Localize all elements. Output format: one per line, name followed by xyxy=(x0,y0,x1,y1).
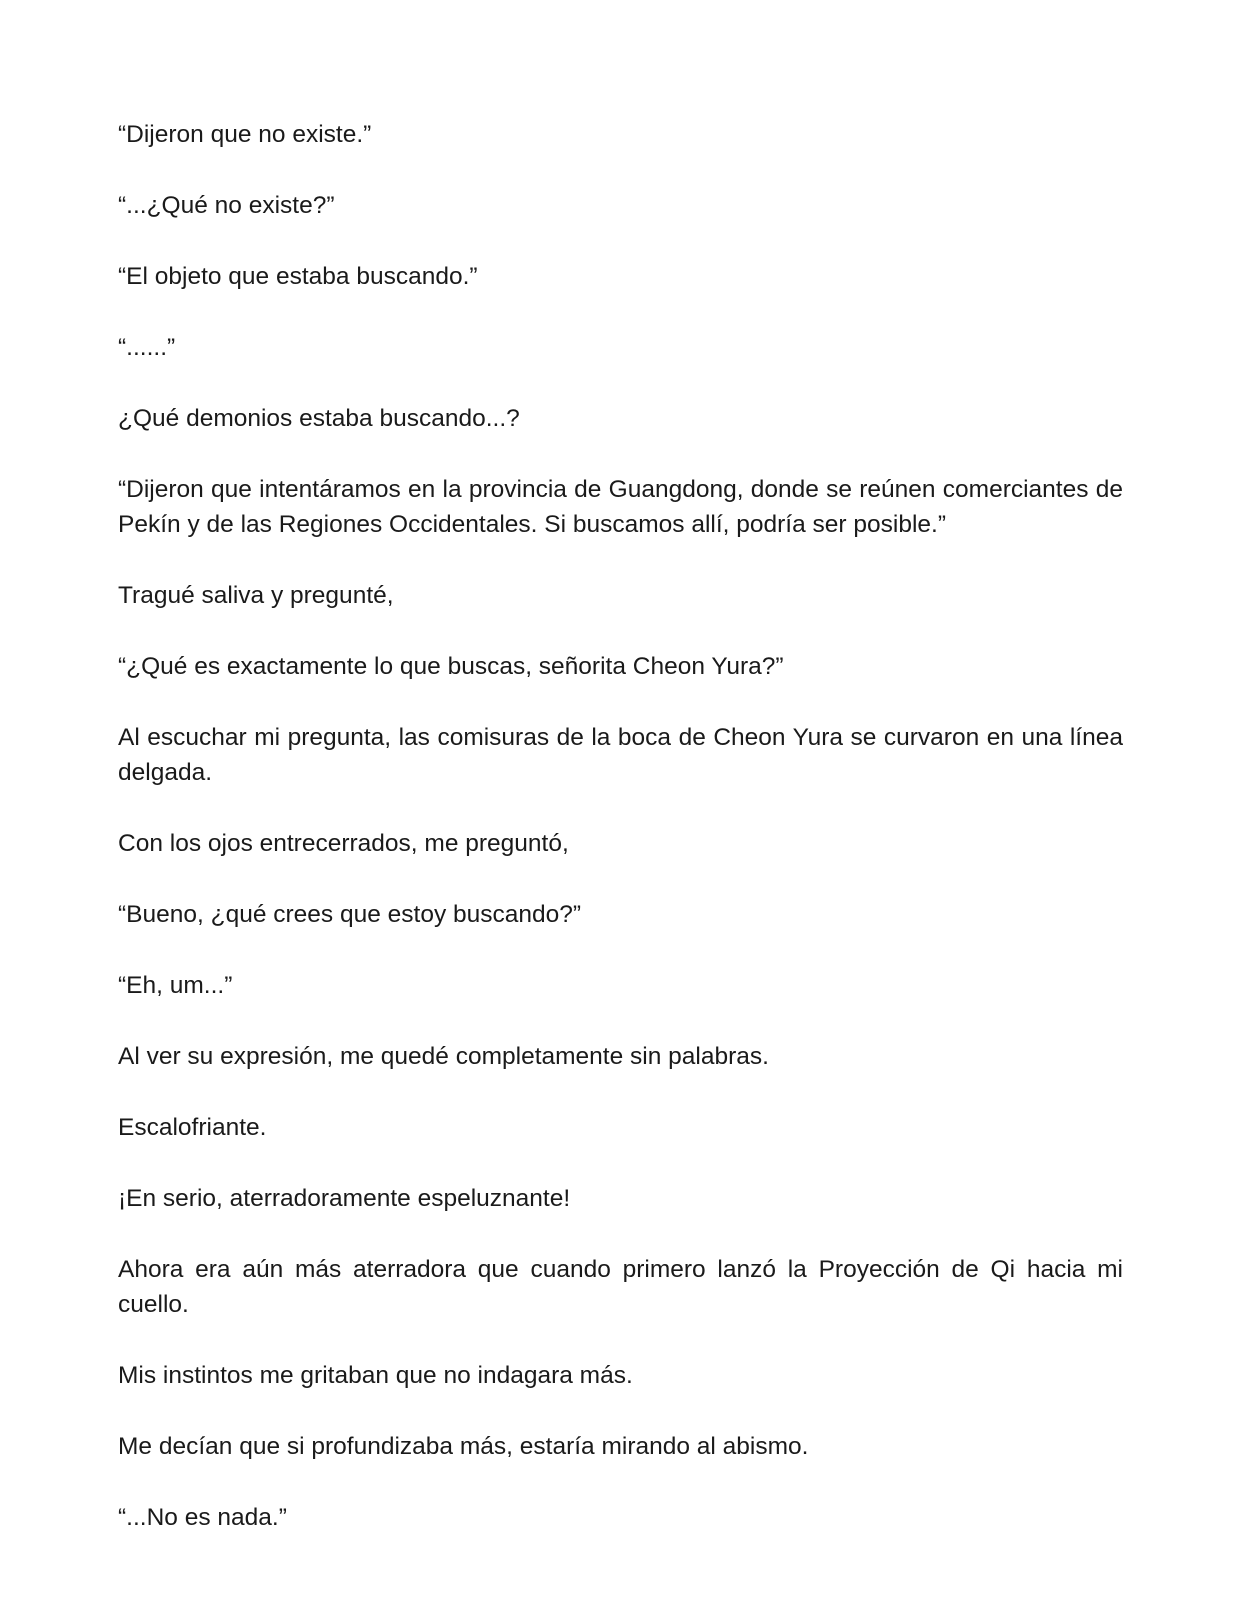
paragraph: Ahora era aún más aterradora que cuando primero lanzó la Proyección de Qi hacia mi cuello. xyxy=(118,1256,1123,1318)
paragraph: Con los ojos entrecerrados, me preguntó, xyxy=(118,830,569,857)
document-body xyxy=(118,117,1123,1535)
paragraph: ¿Qué demonios estaba buscando...? xyxy=(118,405,520,432)
paragraph: “Eh, um...” xyxy=(118,972,233,999)
paragraph: Me decían que si profundizaba más, estaría mirando al abismo. xyxy=(118,1433,809,1460)
paragraph: “Dijeron que intentáramos en la provincia de Guangdong, donde se reúnen comerciantes de Pekín y de las Regiones Occidentales. Si buscamos allí, podría ser posible.” xyxy=(118,476,1123,538)
paragraph: “El objeto que estaba buscando.” xyxy=(118,263,478,290)
paragraph: “Dijeron que no existe.” xyxy=(118,121,372,148)
paragraph: Mis instintos me gritaban que no indagara más. xyxy=(118,1362,633,1389)
paragraph: Escalofriante. xyxy=(118,1114,267,1141)
paragraph: Tragué saliva y pregunté, xyxy=(118,582,394,609)
paragraph: Al escuchar mi pregunta, las comisuras de la boca de Cheon Yura se curvaron en una línea delgada. xyxy=(118,724,1123,786)
paragraph: ¡En serio, aterradoramente espeluznante! xyxy=(118,1185,571,1212)
paragraph: “...¿Qué no existe?” xyxy=(118,192,335,219)
paragraph: “......” xyxy=(118,334,176,361)
paragraph: “...No es nada.” xyxy=(118,1504,287,1531)
paragraph: “¿Qué es exactamente lo que buscas, señorita Cheon Yura?” xyxy=(118,653,784,680)
paragraph: “Bueno, ¿qué crees que estoy buscando?” xyxy=(118,901,582,928)
paragraph: Al ver su expresión, me quedé completamente sin palabras. xyxy=(118,1043,769,1070)
